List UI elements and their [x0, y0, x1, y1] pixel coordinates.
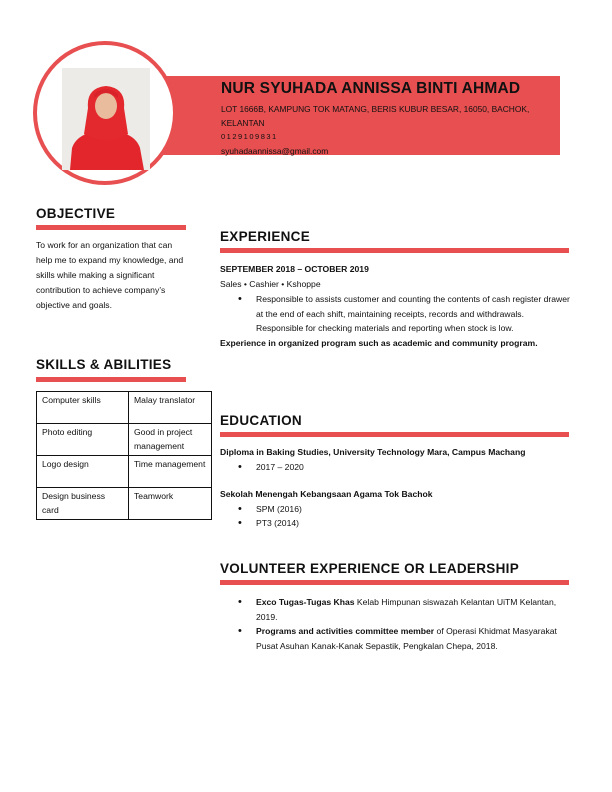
- job-bullet: • Responsible to assists customer and counting the contents of cash register drawer at the end of each shift, maintaining receipts, records and withdrawals. Responsible for checking materials and reporting when stock is low.: [220, 292, 570, 336]
- skill-cell: Computer skills: [37, 392, 129, 424]
- experience-heading: EXPERIENCE: [220, 229, 311, 244]
- table-row: [37, 488, 212, 520]
- skill-cell: Malay translator: [129, 392, 212, 424]
- education-section: [220, 445, 570, 531]
- volunteer-detail: Kelab Himpunan siswazah Kelantan UiTM Kelantan, 2019.: [256, 597, 557, 622]
- skill-cell: Teamwork: [129, 488, 212, 520]
- skill-cell: Good in project management: [129, 424, 212, 456]
- email: syuhadaannissa@gmail.com: [221, 146, 329, 156]
- contact-info: [221, 102, 551, 158]
- address: LOT 1666B, KAMPUNG TOK MATANG, BERIS KUBUR BESAR, 16050, BACHOK, KELANTAN: [221, 104, 530, 128]
- volunteer-list: [220, 595, 565, 653]
- experience-note: Experience in organized program such as academic and community program.: [220, 337, 538, 348]
- table-row: [37, 456, 212, 488]
- education-heading: EDUCATION: [220, 413, 302, 428]
- objective-text: To work for an organization that can help me to expand my knowledge, and skills while making a significant contribution to achieve company’s objective and goals.: [36, 240, 184, 310]
- skills-table: [36, 391, 212, 520]
- phone: 0129109831: [221, 132, 278, 141]
- skill-cell: Logo design: [37, 456, 129, 488]
- volunteer-heading: VOLUNTEER EXPERIENCE OR LEADERSHIP: [220, 561, 519, 576]
- school-name: Diploma in Baking Studies, University Technology Mara, Campus Machang: [220, 447, 526, 457]
- school-name: Sekolah Menengah Kebangsaan Agama Tok Bachok: [220, 488, 433, 499]
- skill-cell: Design business card: [37, 488, 129, 520]
- objective-divider: [36, 225, 186, 230]
- volunteer-role: Programs and activities committee member: [256, 626, 435, 636]
- experience-divider: [220, 248, 569, 253]
- education-item: • PT3 (2014): [220, 516, 570, 531]
- experience-section: [220, 262, 570, 351]
- volunteer-detail: of Operasi Khidmat Masyarakat Pusat Asuhan Kanak-Kanak Sepastik, Pengkalan Chepa, 2018.: [256, 626, 557, 651]
- volunteer-role: Exco Tugas-Tugas Khas: [256, 597, 355, 607]
- education-item: • 2017 – 2020: [220, 460, 570, 475]
- skills-divider: [36, 377, 186, 382]
- job-dates: SEPTEMBER 2018 – OCTOBER 2019: [220, 264, 369, 274]
- skill-cell: Time management: [129, 456, 212, 488]
- volunteer-item: [220, 624, 565, 653]
- education-item: • SPM (2016): [220, 502, 570, 517]
- volunteer-divider: [220, 580, 569, 585]
- skills-heading: SKILLS & ABILITIES: [36, 357, 172, 372]
- candidate-name: NUR SYUHADA ANNISSA BINTI AHMAD: [221, 80, 521, 97]
- volunteer-item: [220, 595, 565, 624]
- table-row: [37, 424, 212, 456]
- objective-heading: OBJECTIVE: [36, 206, 116, 221]
- profile-photo: [62, 68, 150, 170]
- job-role: Sales • Cashier • Kshoppe: [220, 279, 321, 289]
- table-row: [37, 392, 212, 424]
- skill-cell: Photo editing: [37, 424, 129, 456]
- education-divider: [220, 432, 569, 437]
